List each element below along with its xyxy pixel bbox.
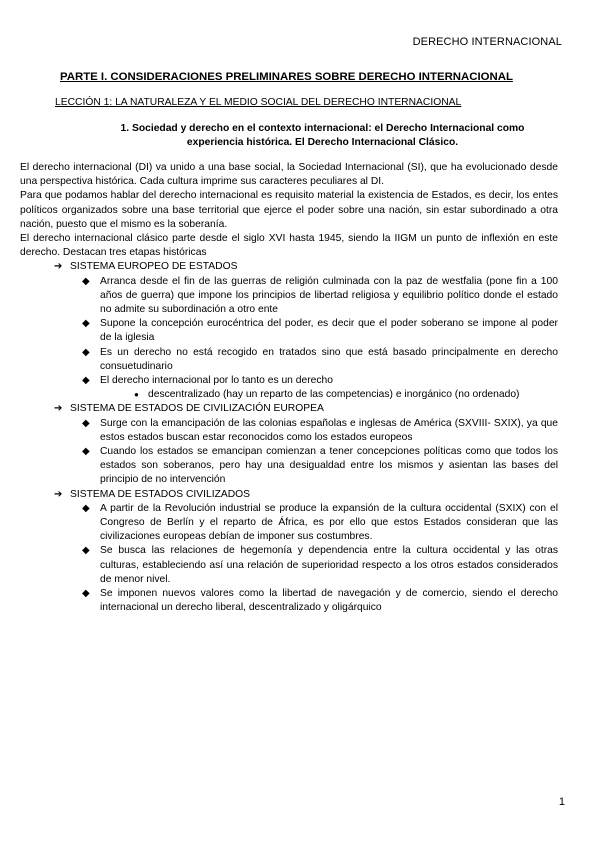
diamond-bullet-icon: ◆ (82, 375, 90, 387)
stage-label: SISTEMA DE ESTADOS DE CIVILIZACIÓN EUROPEA (70, 403, 324, 415)
document-body (20, 161, 558, 616)
stage-item (20, 260, 558, 402)
arrow-right-icon: ➔ (54, 261, 63, 273)
arrow-right-icon: ➔ (54, 488, 63, 500)
arrow-right-icon: ➔ (54, 403, 63, 415)
paragraph: Para que podamos hablar del derecho internacional es requisito material la existencia de Estados, es decir, los entes políticos organizados sobre una base territorial que ejerce el poder sobre una nación, sin estar subordinado a otra nación, puesto que el mismo es la soberanía. (20, 190, 558, 230)
lesson-title: LECCIÓN 1: LA NATURALEZA Y EL MEDIO SOCIAL DEL DERECHO INTERNACIONAL (55, 97, 462, 108)
diamond-bullet-icon: ◆ (82, 588, 90, 600)
list-item-text: Surge con la emancipación de las colonias españolas e inglesas de América (SXVIII- SXIX), ya que estos estados buscan estar reconocidos como los estados europeos (100, 417, 558, 443)
diamond-bullet-icon: ◆ (82, 346, 90, 358)
list-item-text: Es un derecho no está recogido en tratados sino que está basado principalmente en derecho consuetudinario (100, 346, 558, 372)
list-item (20, 417, 558, 445)
diamond-bullet-icon: ◆ (82, 417, 90, 429)
stage-item (20, 488, 558, 616)
diamond-bullet-icon: ◆ (82, 446, 90, 458)
stage-points (20, 275, 558, 403)
list-item (20, 445, 558, 488)
sub-list-item (20, 388, 558, 402)
diamond-bullet-icon: ◆ (82, 275, 90, 287)
diamond-bullet-icon: ◆ (82, 318, 90, 330)
list-item (20, 317, 558, 345)
sub-list-item-text: descentralizado (hay un reparto de las competencias) e inorgánico (no ordenado) (148, 389, 520, 401)
list-item (20, 374, 558, 402)
dot-bullet-icon: ● (134, 390, 139, 400)
list-item (20, 275, 558, 318)
stage-item (20, 402, 558, 487)
stages-list (20, 260, 558, 615)
list-item-text: Se busca las relaciones de hegemonía y dependencia entre la cultura occidental y las otras culturas, estableciendo así una relación de superioridad respecto a los otros estados considerados de menor nivel. (100, 545, 558, 585)
part-title: PARTE I. CONSIDERACIONES PRELIMINARES SOBRE DERECHO INTERNACIONAL (60, 71, 513, 83)
stage-label: SISTEMA DE ESTADOS CIVILIZADOS (70, 488, 251, 500)
paragraph: El derecho internacional clásico parte desde el siglo XVI hasta 1945, siendo la IIGM un punto de inflexión en este derecho. Destacan tres etapas históricas (20, 233, 558, 259)
running-header: DERECHO INTERNACIONAL (412, 36, 562, 48)
diamond-bullet-icon: ◆ (82, 502, 90, 514)
diamond-bullet-icon: ◆ (82, 545, 90, 557)
stage-points (20, 502, 558, 616)
stage-label: SISTEMA EUROPEO DE ESTADOS (70, 261, 238, 273)
list-item-text: A partir de la Revolución industrial se produce la expansión de la cultura occidental (SXIX) con el Congreso de Berlín y el reparto de África, es por ello que estos Estados consideran que las civilizaciones europeas debían de imponer sus costumbres. (100, 502, 558, 543)
list-item (20, 346, 558, 374)
list-item-text: Supone la concepción eurocéntrica del poder, es decir que el poder soberano se impone al poder de la iglesia (100, 318, 558, 344)
list-item-text: Arranca desde el fin de las guerras de religión culminada con la paz de westfalia (pone fin a 100 años de guerra) que impone los principios de libertad religiosa y equilibrio político donde el estado no admite su subordinación a otro ente (100, 275, 558, 316)
paragraph: El derecho internacional (DI) va unido a una base social, la Sociedad Internacional (SI), que ha evolucionado desde una perspectiva histórica. Cada cultura imprime sus caracteres peculiares al DI. (20, 162, 558, 188)
list-item-text: El derecho internacional por lo tanto es un derecho (100, 375, 333, 387)
list-item (20, 587, 558, 615)
list-item-text: Cuando los estados se emancipan comienzan a tener concepciones políticas como que todos los estados son soberanos, pero hay una desigualdad entre los mismos y asientan las bases del principio de no intervención (100, 446, 558, 486)
list-item (20, 544, 558, 587)
section-title: 1. Sociedad y derecho en el contexto internacional: el Derecho Internacional como experiencia histórica. El Derecho Internacional Clásico. (120, 123, 525, 148)
sub-list (20, 388, 558, 402)
list-item (20, 502, 558, 545)
page-number: 1 (558, 796, 565, 808)
stage-points (20, 417, 558, 488)
list-item-text: Se imponen nuevos valores como la libertad de navegación y de comercio, siendo el derecho internacional un derecho liberal, descentralizado y oligárquico (100, 588, 558, 614)
